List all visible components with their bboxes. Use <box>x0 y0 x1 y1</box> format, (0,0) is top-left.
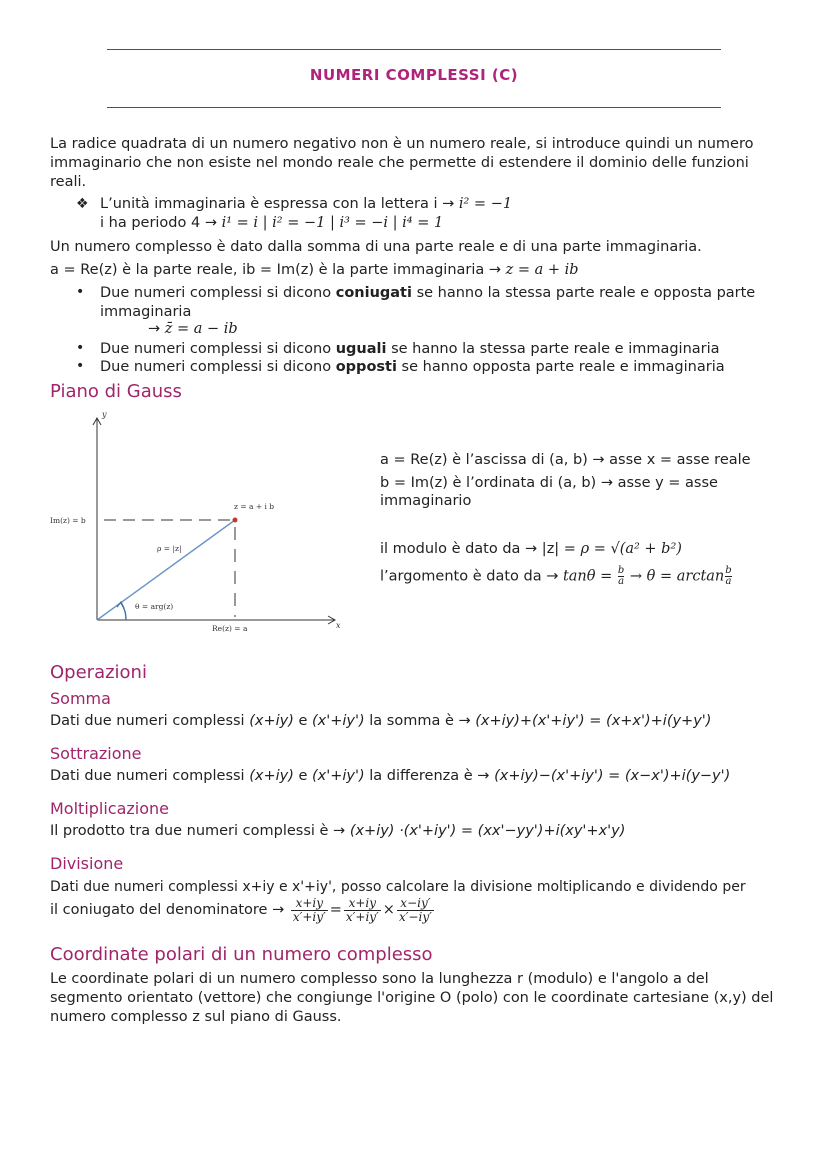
point-z <box>233 518 238 523</box>
complex-definition: Un numero complesso è dato dalla somma di una parte reale e di una parte immaginaria. <box>50 239 702 255</box>
gauss-heading: Piano di Gauss <box>50 381 182 402</box>
top-rule <box>107 49 721 50</box>
coniugato-formula: → z̄ = a − ib <box>148 321 238 337</box>
moltiplicazione-heading: Moltiplicazione <box>50 799 170 818</box>
bullet-opposti: Due numeri complessi si dicono opposti se hanno opposta parte reale e immaginaria <box>100 359 725 375</box>
argomento-line: l’argomento è dato da → tanθ = $\frac{b}{a} \to \theta = \arctan$ $\frac{b}{a}$ <box>380 565 732 587</box>
divisione-text: Dati due numeri complessi x+iy e x'+iy', posso calcolare la divisione moltiplicando e dividendo per <box>50 879 746 895</box>
theta-arc-arrow <box>117 602 124 608</box>
y-axis-label: y <box>102 410 107 419</box>
operazioni-heading: Operazioni <box>50 662 147 683</box>
title-rule <box>107 107 721 108</box>
unit-line-2: i ha periodo 4 → i¹ = i | i² = −1 | i³ = −i | i⁴ = 1 <box>100 215 444 231</box>
re-label: Re(z) = a <box>212 624 248 633</box>
polari-heading: Coordinate polari di un numero complesso <box>50 944 433 965</box>
div-fraction-1: $\frac{x+iy}{x'+iy'}$ <box>292 896 326 924</box>
intro-paragraph: La radice quadrata di un numero negativo non è un numero reale, si introduce quindi un numero immaginario che non esiste nel mondo reale che permette di estendere il dominio delle funzioni reali. <box>50 136 754 190</box>
bullet-dot-icon: • <box>76 284 85 300</box>
div-fraction-3: $\frac{x-iy'}{x'-iy'}$ <box>398 896 432 924</box>
point-label: z = a + i b <box>234 502 275 511</box>
bullet-uguali: Due numeri complessi si dicono uguali se hanno la stessa parte reale e immaginaria <box>100 341 720 357</box>
bullet-dot-icon: • <box>76 340 85 356</box>
divisione-heading: Divisione <box>50 854 124 873</box>
bullet-dot-icon: • <box>76 358 85 374</box>
divisione-formula: il coniugato del denominatore → $\frac{x+iy}{x'+iy'}$ = $\frac{x+iy}{x'+iy'}$ × $\frac{x-iy'}{x'-iy'}$ <box>50 896 432 924</box>
theta-label: θ = arg(z) <box>135 602 174 611</box>
arctan-fraction: $\frac{b}{a}$ <box>725 565 732 587</box>
sottrazione-text: Dati due numeri complessi (x+iy) e (x'+iy') la differenza è → (x+iy)−(x'+iy') = (x−x')+i(y−y') <box>50 768 731 784</box>
unit-line-1: L’unità immaginaria è espressa con la lettera i → i² = −1 <box>100 196 513 212</box>
polari-text: Le coordinate polari di un numero complesso sono la lunghezza r (modulo) e l'angolo a del segmento orientato (vettore) che congiunge l'origine O (polo) con le coordinate cartesiane (x,y) del numero complesso z sul piano di Gauss. <box>50 971 774 1025</box>
moltiplicazione-text: Il prodotto tra due numeri complessi è → (x+iy) ·(x'+iy') = (xx'−yy')+i(xy'+x'y) <box>50 823 626 839</box>
somma-text: Dati due numeri complessi (x+iy) e (x'+iy') la somma è → (x+iy)+(x'+iy') = (x+x')+i(y+y') <box>50 713 712 729</box>
rho-label: ρ = |z| <box>157 544 182 553</box>
gauss-desc-2b: immaginario <box>380 493 472 509</box>
sottrazione-heading: Sottrazione <box>50 744 142 763</box>
parts-line: a = Re(z) è la parte reale, ib = Im(z) è la parte immaginaria → z = a + ib <box>50 262 579 278</box>
div-fraction-2: $\frac{x+iy}{x'+iy'}$ <box>345 896 379 924</box>
page-title: NUMERI COMPLESSI (C) <box>309 66 519 84</box>
somma-heading: Somma <box>50 689 111 708</box>
bullet-coniugati-line2: immaginaria <box>100 304 192 320</box>
gauss-desc-2: b = Im(z) è l’ordinata di (a, b) → asse y = asse <box>380 475 718 491</box>
bullet-coniugati: Due numeri complessi si dicono coniugati se hanno la stessa parte reale e opposta parte <box>100 285 756 301</box>
gauss-desc-1: a = Re(z) è l’ascissa di (a, b) → asse x = asse reale <box>380 452 751 468</box>
modulo-line: il modulo è dato da → |z| = ρ = √(a² + b²) <box>380 541 682 557</box>
diamond-bullet-icon: ❖ <box>76 196 89 212</box>
arg-fraction: $\frac{b}{a}$ <box>617 565 625 587</box>
im-label: Im(z) = b <box>50 516 86 525</box>
x-axis-label: x <box>336 621 341 630</box>
gauss-plane-diagram <box>44 405 354 637</box>
theta-arc <box>121 603 126 620</box>
